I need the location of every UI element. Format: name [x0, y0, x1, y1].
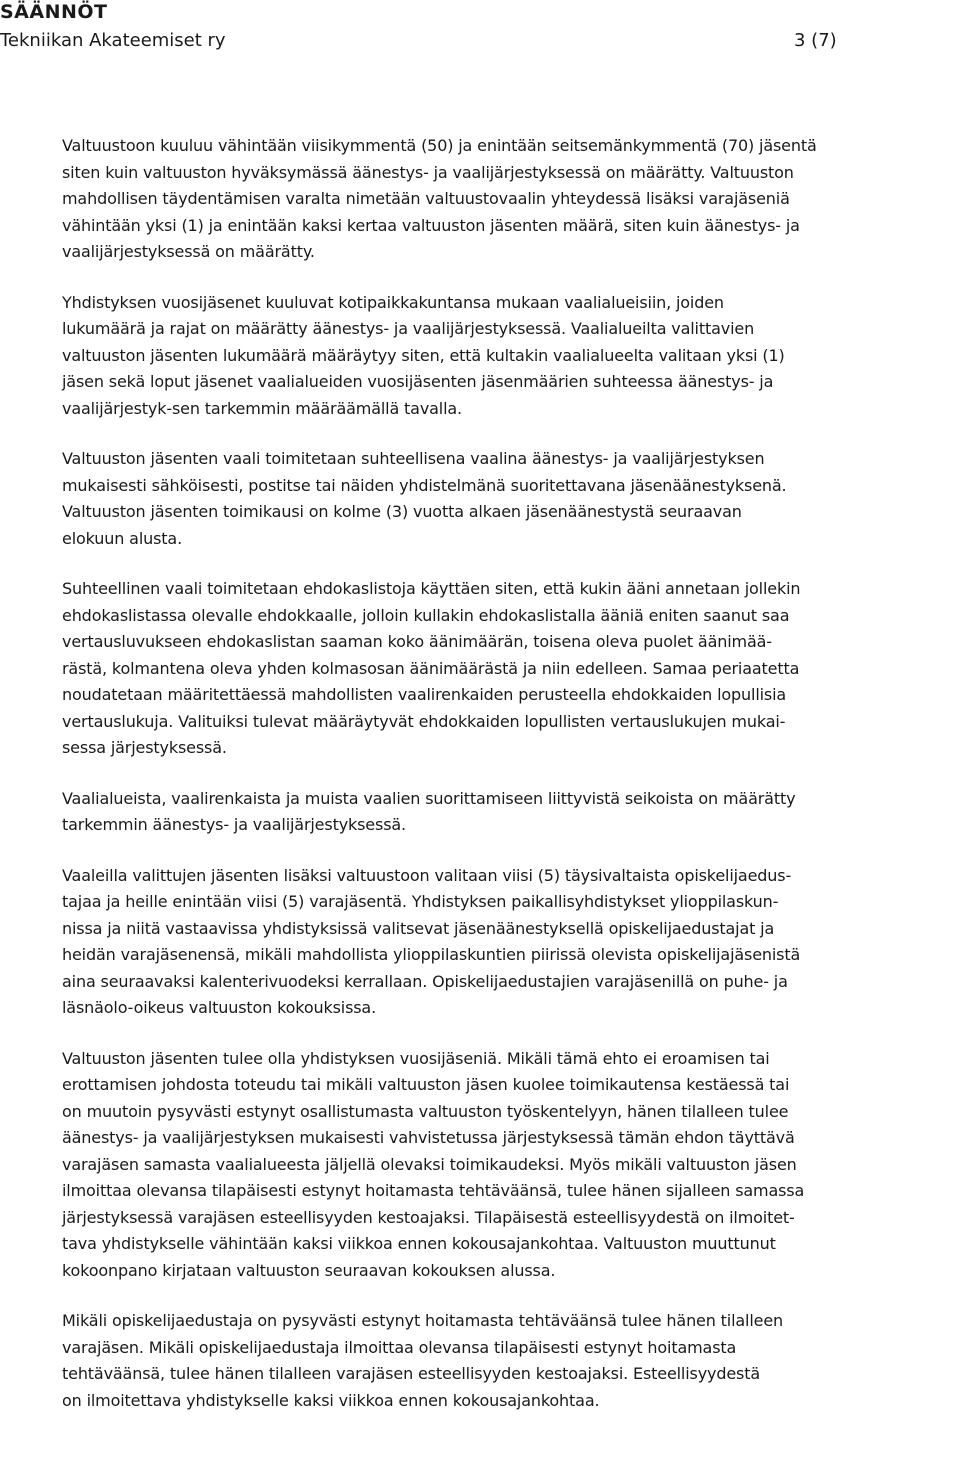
text-line: mukaisesti sähköisesti, postitse tai näiden yhdistelmänä suoritettavana jäsenäänestyksenä.	[62, 475, 787, 495]
text-line: erottamisen johdosta toteudu tai mikäli valtuuston jäsen kuolee toimikautensa kestäessä tai	[62, 1075, 790, 1094]
text-line: varajäsen. Mikäli opiskelijaedustaja ilmoittaa olevansa tilapäisesti estynyt hoitamasta	[62, 1337, 737, 1357]
text-line: lukumäärä ja rajat on määrätty äänestys- ja vaalijärjestyksessä. Vaalialueilta valittavien	[62, 319, 755, 338]
text-line: tehtäväänsä, tulee hänen tilalleen varajäsen esteellisyyden kestoajaksi. Esteellisyydestä	[62, 1364, 761, 1383]
text-line: siten kuin valtuuston hyväksymässä äänestys- ja vaalijärjestyksessä on määrätty. Valtuuston	[62, 162, 794, 182]
text-line: läsnäolo-oikeus valtuuston kokouksissa.	[62, 998, 377, 1017]
organization-name: Tekniikan Akateemiset ry	[0, 30, 226, 51]
text-line: vaalijärjestyk-sen tarkemmin määräämällä tavalla.	[62, 398, 462, 418]
text-line: ehdokaslistassa olevalle ehdokkaalle, jolloin kullakin ehdokaslistalla ääniä eniten saanut saa	[62, 605, 790, 625]
paragraph-7	[62, 1046, 960, 1285]
paragraph-5	[62, 786, 960, 839]
text-line: tava yhdistykselle vähintään kaksi viikkoa ennen kokousajankohtaa. Valtuuston muuttunut	[62, 1234, 776, 1253]
text-line: vertauslukuja. Valituiksi tulevat määräytyvät ehdokkaiden lopullisten vertauslukujen mukai-	[62, 711, 786, 731]
text-line: vähintään yksi (1) ja enintään kaksi kertaa valtuuston jäsenten määrä, siten kuin äänestys- ja	[62, 215, 800, 235]
text-line: Valtuuston jäsenten toimikausi on kolme (3) vuotta alkaen jäsenäänestystä seuraavan	[62, 502, 742, 521]
text-line: varajäsen samasta vaalialueesta jäljellä olevaksi toimikaudeksi. Myös mikäli valtuuston jäsen	[62, 1154, 797, 1174]
page-number: 3 (7)	[794, 30, 837, 51]
text-line: heidän varajäsenensä, mikäli mahdollista ylioppilaskuntien piirissä olevista opiskelijajäsenistä	[62, 945, 801, 964]
text-line: vaalijärjestyksessä on määrätty.	[62, 242, 315, 261]
text-line: Vaalialueista, vaalirenkaista ja muista vaalien suorittamiseen liittyvistä seikoista on määrätty	[62, 788, 796, 808]
text-line: nissa ja niitä vastaavissa yhdistyksissä valitsevat jäsenäänestyksellä opiskelijaedustajat ja	[62, 918, 775, 938]
text-line: sessa järjestyksessä.	[62, 738, 227, 757]
paragraph-2	[62, 290, 960, 423]
text-line: mahdollisen täydentämisen varalta nimetään valtuustovaalin yhteydessä lisäksi varajäseniä	[62, 189, 790, 208]
text-line: aina seuraavaksi kalenterivuodeksi kerrallaan. Opiskelijaedustajien varajäsenillä on puhe- ja	[62, 971, 788, 991]
text-line: ilmoittaa olevansa tilapäisesti estynyt hoitamasta tehtäväänsä, tulee hänen sijalleen samassa	[62, 1181, 805, 1200]
paragraph-8	[62, 1308, 960, 1414]
text-line: valtuuston jäsenten lukumäärä määräytyy siten, että kultakin vaalialueelta valitaan yksi (1)	[62, 345, 785, 365]
text-line: Yhdistyksen vuosijäsenet kuuluvat kotipaikkakuntansa mukaan vaalialueisiin, joiden	[62, 292, 724, 312]
paragraph-6	[62, 863, 960, 1022]
text-line: järjestyksessä varajäsen esteellisyyden kestoajaksi. Tilapäisestä esteellisyydestä on ilmoitet-	[62, 1207, 795, 1227]
text-line: elokuun alusta.	[62, 528, 183, 548]
text-line: Valtuuston jäsenten vaali toimitetaan suhteellisena vaalina äänestys- ja vaalijärjestyksen	[62, 449, 765, 468]
paragraph-4	[62, 576, 960, 762]
text-line: tarkemmin äänestys- ja vaalijärjestyksessä.	[62, 815, 406, 834]
paragraph-3	[62, 446, 960, 552]
text-line: Vaaleilla valittujen jäsenten lisäksi valtuustoon valitaan viisi (5) täysivaltaista opiskelijaedus-	[62, 865, 792, 885]
text-line: äänestys- ja vaalijärjestyksen mukaisesti vahvistetussa järjestyksessä tämän ehdon täyttävä	[62, 1128, 795, 1147]
document-type-heading: SÄÄNNÖT	[0, 1, 108, 23]
text-line: rästä, kolmantena oleva yhden kolmasosan äänimäärästä ja niin edelleen. Samaa periaatetta	[62, 658, 800, 678]
text-line: tajaa ja heille enintään viisi (5) varajäsentä. Yhdistyksen paikallisyhdistykset ylioppilaskun-	[62, 892, 779, 911]
text-line: on ilmoitettava yhdistykselle kaksi viikkoa ennen kokousajankohtaa.	[62, 1390, 600, 1410]
text-line: Valtuuston jäsenten tulee olla yhdistyksen vuosijäseniä. Mikäli tämä ehto ei eroamisen tai	[62, 1048, 770, 1068]
text-line: noudatetaan määritettäessä mahdollisten vaalirenkaiden perusteella ehdokkaiden lopullisia	[62, 685, 787, 704]
document-body	[62, 133, 960, 1438]
text-line: on muutoin pysyvästi estynyt osallistumasta valtuuston työskentelyyn, hänen tilalleen tulee	[62, 1101, 789, 1121]
text-line: Suhteellinen vaali toimitetaan ehdokaslistoja käyttäen siten, että kukin ääni annetaan jollekin	[62, 579, 801, 598]
text-line: kokoonpano kirjataan valtuuston seuraavan kokouksen alussa.	[62, 1260, 556, 1280]
text-line: jäsen sekä loput jäsenet vaalialueiden vuosijäsenten jäsenmäärien suhteessa äänestys- ja	[62, 372, 774, 391]
text-line: Valtuustoon kuuluu vähintään viisikymmentä (50) ja enintään seitsemänkymmentä (70) jäsentä	[62, 136, 817, 155]
text-line: vertausluvukseen ehdokaslistan saaman koko äänimäärän, toisena oleva puolet äänimää-	[62, 632, 772, 651]
paragraph-1	[62, 133, 960, 266]
text-line: Mikäli opiskelijaedustaja on pysyvästi estynyt hoitamasta tehtäväänsä tulee hänen tilalleen	[62, 1311, 784, 1330]
